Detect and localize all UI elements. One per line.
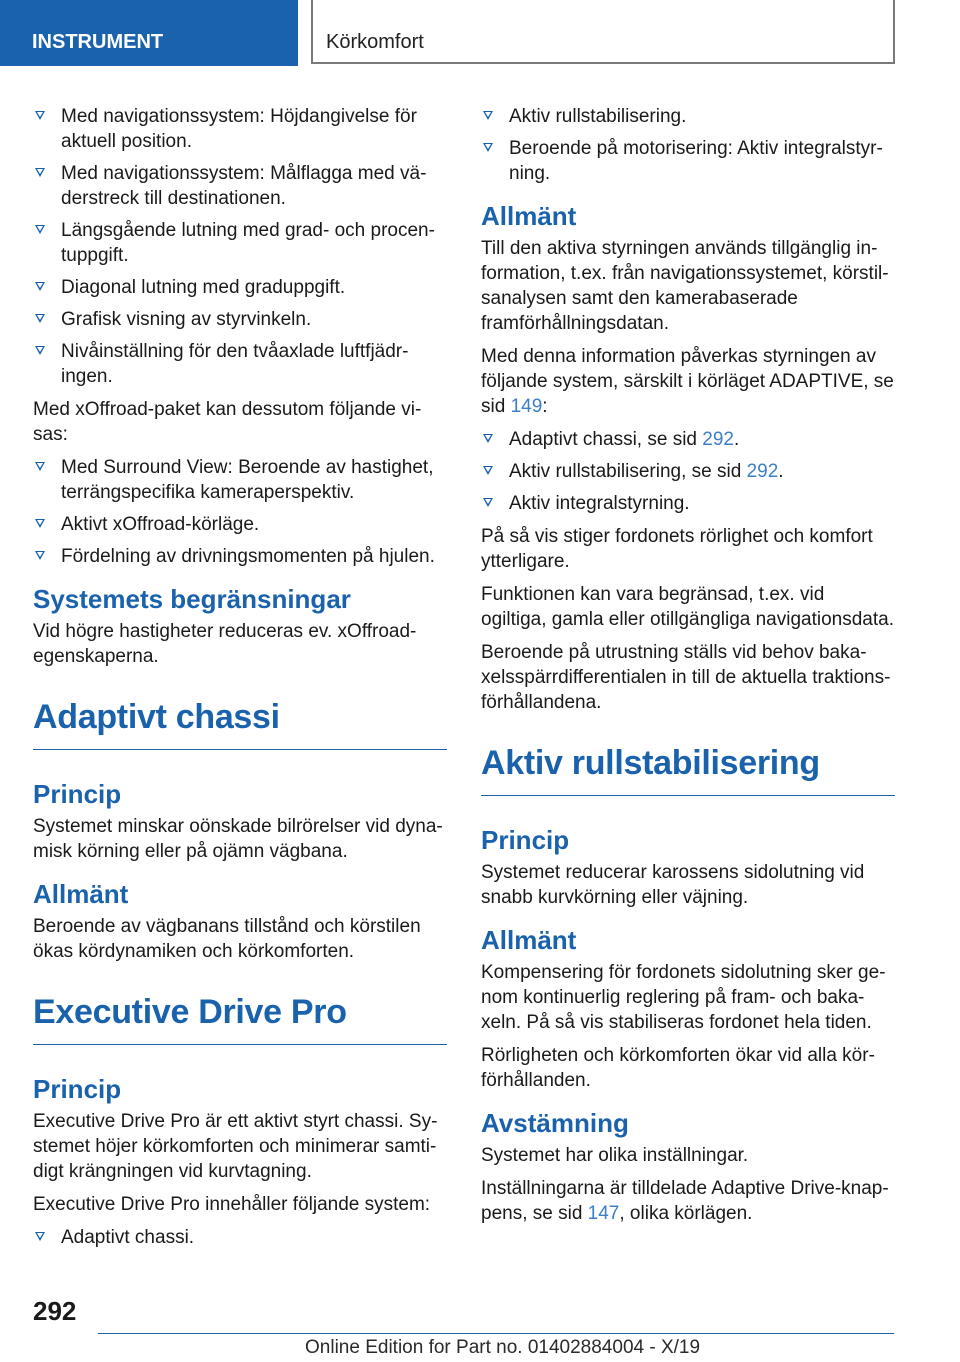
subheading-tuning: Avstämning <box>481 1108 629 1138</box>
paragraph: Systemet reducerar karossens sidolutning vid snabb kurvkörning eller väjning. <box>481 862 865 908</box>
affected-systems-list <box>481 427 895 516</box>
triangle-bullet-icon <box>35 519 45 528</box>
triangle-bullet-icon <box>483 143 493 152</box>
paragraph: Executive Drive Pro innehåller följande system: <box>33 1194 431 1215</box>
list-item: Fördelning av drivningsmomenten på hjulen. <box>33 544 447 569</box>
triangle-bullet-icon <box>35 346 45 355</box>
section-heading-executive: Executive Drive Pro <box>33 990 447 1045</box>
triangle-bullet-icon <box>35 225 45 234</box>
display-list <box>33 104 447 389</box>
triangle-bullet-icon <box>35 168 45 177</box>
paragraph: Systemet minskar oönskade bilrörelser vid dynamisk körning eller på ojämn vägbana. <box>33 816 443 862</box>
left-column <box>33 104 447 1258</box>
paragraph: Vid högre hastigheter reduceras ev. xOffroad-egenskaperna. <box>33 621 417 667</box>
section-tab: INSTRUMENT <box>0 0 298 66</box>
subheading-allmant: Allmänt <box>481 925 577 955</box>
paragraph: Beroende på utrustning ställs vid behov bakaxelsspärrdifferentialen in till de aktuella traktionsförhållandena. <box>481 642 891 713</box>
triangle-bullet-icon <box>35 462 45 471</box>
page-link[interactable]: 147 <box>587 1203 620 1224</box>
list-item: Aktiv rullstabilisering. <box>481 104 895 129</box>
section-heading-adaptive: Adaptivt chassi <box>33 695 447 750</box>
triangle-bullet-icon <box>483 434 493 443</box>
paragraph: Kompensering för fordonets sidolutning sker genom kontinuerlig reglering på fram- och bakaxeln. På så vis stabiliseras fordonet hela tiden. <box>481 962 886 1033</box>
system-list-cont <box>481 104 895 186</box>
triangle-bullet-icon <box>35 1232 45 1241</box>
list-item: Aktiv rullstabilisering, se sid 292. <box>481 459 895 484</box>
subheading-allmant: Allmänt <box>481 201 577 231</box>
paragraph: Funktionen kan vara begränsad, t.ex. vid ogiltiga, gamla eller otillgängliga navigationsdata. <box>481 584 894 630</box>
paragraph: Med denna information påverkas styrningen av följande system, särskilt i körläget ADAPTIVE, se sid 149: <box>481 346 894 417</box>
xoffroad-list <box>33 455 447 569</box>
list-item: Adaptivt chassi. <box>33 1225 447 1250</box>
list-item: Med navigationssystem: Målflagga med väderstreck till destinationen. <box>33 161 447 211</box>
paragraph: Med xOffroad-paket kan dessutom följande visas: <box>33 399 422 445</box>
right-column <box>481 104 895 1234</box>
page-link[interactable]: 149 <box>510 396 543 417</box>
subheading-limits: Systemets begränsningar <box>33 584 351 614</box>
triangle-bullet-icon <box>483 498 493 507</box>
footer-edition: Online Edition for Part no. 01402884004 - X/19 <box>305 1337 701 1358</box>
list-item: Grafisk visning av styrvinkeln. <box>33 307 447 332</box>
subheading-allmant: Allmänt <box>33 879 129 909</box>
system-list <box>33 1225 447 1250</box>
triangle-bullet-icon <box>35 551 45 560</box>
triangle-bullet-icon <box>35 111 45 120</box>
paragraph: Systemet har olika inställningar. <box>481 1145 749 1166</box>
triangle-bullet-icon <box>483 466 493 475</box>
list-item: Aktiv integralstyrning. <box>481 491 895 516</box>
list-item: Med Surround View: Beroende av hastighet, terrängspecifika kameraperspektiv. <box>33 455 447 505</box>
list-item: Med navigationssystem: Höjdangivelse för aktuell position. <box>33 104 447 154</box>
chapter-title: Körkomfort <box>311 0 895 64</box>
subheading-princip: Princip <box>481 825 570 855</box>
paragraph: Executive Drive Pro är ett aktivt styrt chassi. Systemet höjer körkomforten och minimerar samtidigt krängningen vid kurvtagning. <box>33 1111 438 1182</box>
list-item: Längsgående lutning med grad- och procentuppgift. <box>33 218 447 268</box>
paragraph: Inställningarna är tilldelade Adaptive Drive-knappens, se sid 147, olika körlägen. <box>481 1178 889 1224</box>
list-item: Nivåinställning för den tvåaxlade luftfjädringen. <box>33 339 447 389</box>
paragraph: Rörligheten och körkomforten ökar vid alla körförhållanden. <box>481 1045 875 1091</box>
paragraph: Beroende av vägbanans tillstånd och körstilen ökas kördynamiken och körkomforten. <box>33 916 421 962</box>
footer-divider <box>98 1333 894 1334</box>
page-number: 292 <box>33 1296 77 1326</box>
triangle-bullet-icon <box>35 282 45 291</box>
list-item: Adaptivt chassi, se sid 292. <box>481 427 895 452</box>
list-item: Diagonal lutning med graduppgift. <box>33 275 447 300</box>
list-item: Aktivt xOffroad-körläge. <box>33 512 447 537</box>
triangle-bullet-icon <box>483 111 493 120</box>
page-link[interactable]: 292 <box>746 461 779 482</box>
section-heading-roll: Aktiv rullstabilisering <box>481 741 895 796</box>
subheading-princip: Princip <box>33 1074 122 1104</box>
paragraph: Till den aktiva styrningen används tillgänglig information, t.ex. från navigationssystemet, körstilsanalysen samt den kamerabaserade framförhållningsdatan. <box>481 238 889 334</box>
list-item: Beroende på motorisering: Aktiv integralstyrning. <box>481 136 895 186</box>
page-link[interactable]: 292 <box>702 429 734 450</box>
triangle-bullet-icon <box>35 314 45 323</box>
subheading-princip: Princip <box>33 779 122 809</box>
paragraph: På så vis stiger fordonets rörlighet och komfort ytterligare. <box>481 526 873 572</box>
